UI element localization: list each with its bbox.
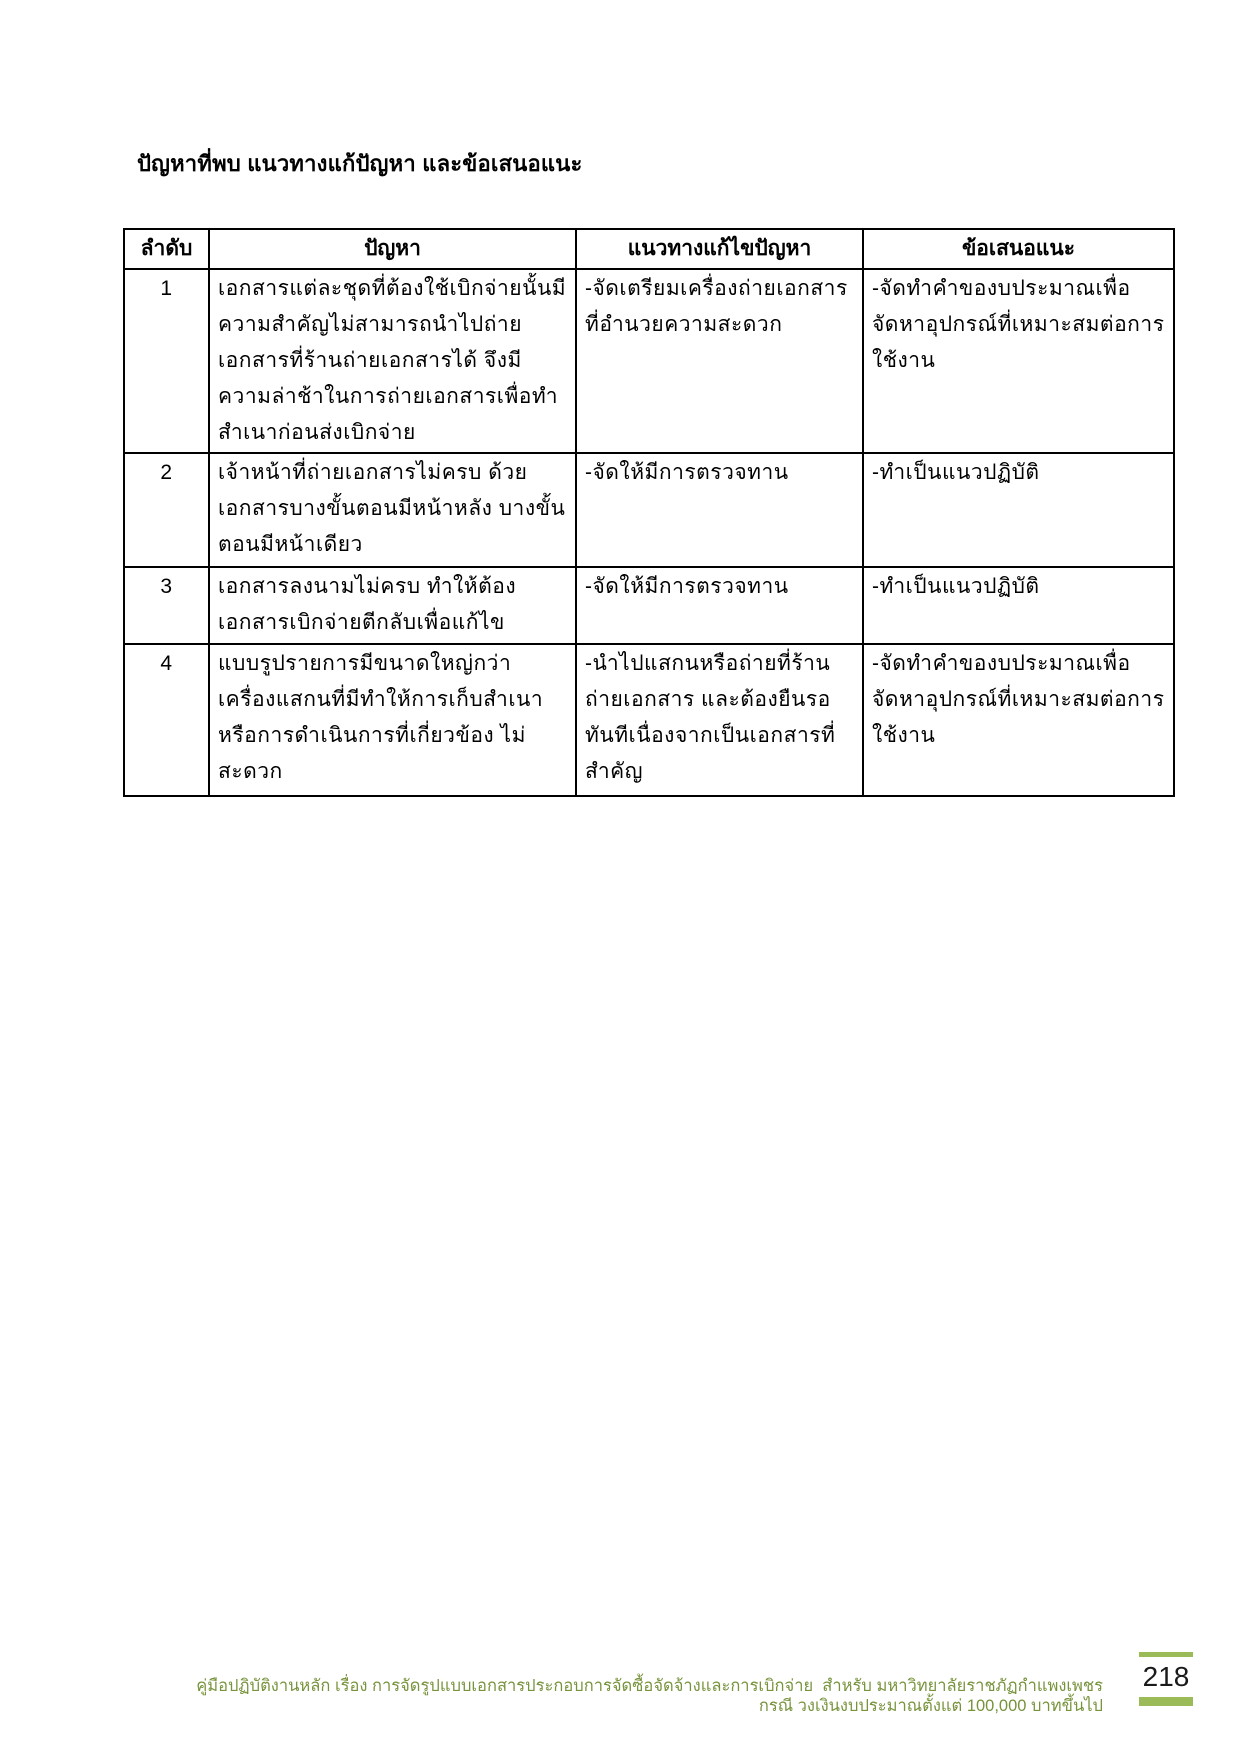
- problem-cell: เจ้าหน้าที่ถ่ายเอกสารไม่ครบ ด้วยเอกสารบางขั้นตอนมีหน้าหลัง บางขั้นตอนมีหน้าเดียว: [209, 453, 576, 567]
- solution-cell: -จัดให้มีการตรวจทาน: [576, 453, 863, 567]
- recommendation-cell: -ทำเป็นแนวปฏิบัติ: [863, 567, 1174, 644]
- table-row: [124, 567, 1174, 644]
- issues-table: [123, 228, 1175, 797]
- table-row: [124, 269, 1174, 453]
- col-header-problem: ปัญหา: [209, 229, 576, 269]
- problem-cell: เอกสารแต่ละชุดที่ต้องใช้เบิกจ่ายนั้นมีความสำคัญไม่สามารถนำไปถ่ายเอกสารที่ร้านถ่ายเอกสารได้ จึงมีความล่าช้าในการถ่ายเอกสารเพื่อทำสำเนาก่อนส่งเบิกจ่าย: [209, 269, 576, 453]
- page-number: 218: [1142, 1661, 1190, 1692]
- table-row: [124, 644, 1174, 796]
- row-number-cell: 4: [124, 644, 209, 796]
- recommendation-cell: -จัดทำคำของบประมาณเพื่อจัดหาอุปกรณ์ที่เหมาะสมต่อการใช้งาน: [863, 644, 1174, 796]
- col-header-index: ลำดับ: [124, 229, 209, 269]
- table-row: [124, 453, 1174, 567]
- row-number-cell: 3: [124, 567, 209, 644]
- row-number-cell: 2: [124, 453, 209, 567]
- recommendation-cell: -ทำเป็นแนวปฏิบัติ: [863, 453, 1174, 567]
- footer-line1: คู่มือปฏิบัติงานหลัก เรื่อง การจัดรูปแบบเอกสารประกอบการจัดซื้อจัดจ้างและการเบิกจ่าย สำหรับ มหาวิทยาลัยราชภัฏกำแพงเพชร: [196, 1677, 1103, 1695]
- row-number-cell: 1: [124, 269, 209, 453]
- footer-line2: กรณี วงเงินงบประมาณตั้งแต่ 100,000 บาทขึ้นไป: [758, 1697, 1103, 1715]
- problem-cell: แบบรูปรายการมีขนาดใหญ่กว่าเครื่องแสกนที่มีทำให้การเก็บสำเนาหรือการดำเนินการที่เกี่ยวข้อง ไม่สะดวก: [209, 644, 576, 796]
- page-number-block: [1139, 1652, 1193, 1706]
- recommendation-cell: -จัดทำคำของบประมาณเพื่อจัดหาอุปกรณ์ที่เหมาะสมต่อการใช้งาน: [863, 269, 1174, 453]
- footer: [196, 1676, 1103, 1716]
- solution-cell: -นำไปแสกนหรือถ่ายที่ร้านถ่ายเอกสาร และต้องยืนรอทันทีเนื่องจากเป็นเอกสารที่สำคัญ: [576, 644, 863, 796]
- page-number-bottom-rule: [1139, 1697, 1193, 1706]
- page-title: ปัญหาที่พบ แนวทางแก้ปัญหา และข้อเสนอแนะ: [137, 151, 583, 176]
- col-header-solution: แนวทางแก้ไขปัญหา: [576, 229, 863, 269]
- col-header-recommendation: ข้อเสนอแนะ: [863, 229, 1174, 269]
- table-header-row: [124, 229, 1174, 269]
- problem-cell: เอกสารลงนามไม่ครบ ทำให้ต้องเอกสารเบิกจ่ายตีกลับเพื่อแก้ไข: [209, 567, 576, 644]
- solution-cell: -จัดเตรียมเครื่องถ่ายเอกสารที่อำนวยความสะดวก: [576, 269, 863, 453]
- solution-cell: -จัดให้มีการตรวจทาน: [576, 567, 863, 644]
